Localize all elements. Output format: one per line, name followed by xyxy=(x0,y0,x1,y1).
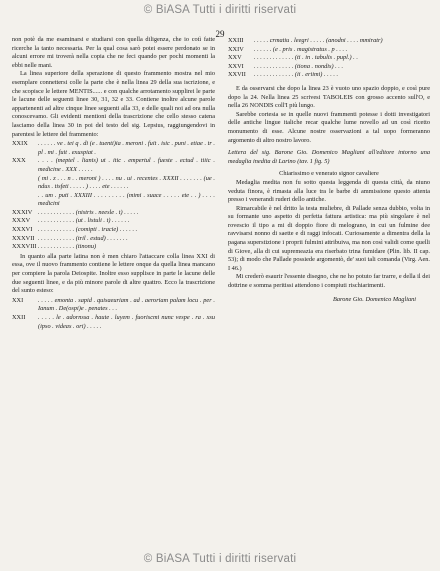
epigraph-line xyxy=(12,297,215,314)
paragraph: Mi crederò esaurir l'essente disegno, che ne ho potuto far trarre, e della il dei dottrine e somma peritissi attendono i compiuti rischiarimenti. xyxy=(228,273,430,290)
line-number xyxy=(12,175,38,192)
epigraph-line xyxy=(228,37,430,46)
right-column xyxy=(228,36,430,304)
line-text: . . . . . . . . . . . . (ut . listuli . t) . . . . . . xyxy=(38,217,130,225)
line-text: . . . . . emonta . sapid . quisaeuriam . ad . aeroriam palam locu . per . Ianum . De(ospi)e . penates . . . xyxy=(38,296,215,313)
line-number: XXII xyxy=(12,314,26,321)
paragraph: E da osservarsi che dopo la linea 23 è vuoto uno spazio doppio, e così pure dopo la 24. Nella linea 25 scrivesi TABOLEIS con grosso accento sull'O, e nella 26 NONDIS coll'I più lungo. xyxy=(228,84,430,110)
line-number: XXIX xyxy=(12,140,28,148)
line-text: . . . . . crmatiu . leegri . . . . . (anodni . . . . mmiratr) xyxy=(254,37,383,44)
signature: Barone Gio. Domenico Magliani xyxy=(332,295,416,303)
salutation: Chiarissimo e venerato signor cavaliere xyxy=(279,170,379,178)
line-number: XXIV xyxy=(228,45,244,53)
line-text: . . . . . le . adornssa . haute . luyem . fuoriscmi nunc vespe . ra . xsu (ipso . videas . ori) . . . . . xyxy=(38,314,215,330)
epigraph-list xyxy=(12,140,215,252)
watermark-bottom: © BiASA Tutti i diritti riservati xyxy=(143,553,297,565)
line-number: XXX xyxy=(12,157,26,165)
paragraph: Rimarcabile è nel dritto la testa muliebre, di Pallade senza dubbio, volta in su formante uno aspetto di perfetta fattura artistica: ma più singolare è nel rovescio il tipo a mi di doppio fiore di melograno, in cui un fulmine dee ravvisarsi nonno di saette e di raggi infocati. Curiosamente a dimentra della la pagana superstizione i proprii fulmini attribuiva, ma non così validi come quelli di Giove, alla di cui supremeazia era riserbato trina fumidare (Plin. lib. II cap. 53); di modo che Pallade possiede argomentò, de' suoi tali comanda (Virg. Aen. I 46.) xyxy=(228,204,430,272)
line-number: XXVII xyxy=(228,71,246,79)
line-number: XXXIV xyxy=(12,208,33,216)
paragraph: Sarebbe cortesia se in quelle nuovi frammenti potesse i dotti investigatori delle antiche lingue italiche recar qualche lume novello ad un così ricetto monumento di esse. Alcune nostre osservazioni a tal uopo formeranno argomento di altro nostro lavoro. xyxy=(228,110,430,144)
paragraph: La linea superiore della sperazione di questo frammento mostra nel mio esemplare connettersi colle la parte che è nella linea 29 della sua iscrizione, e che scopisce le lettere MENTIS...... e con qualche arrotamento supplirei le parte le lacune delle seguenti linee 30, 31, 32 e 33. Contiene inoltre alcune parole appartenenti ad altre cinque linee seguenti alla 33, e delle quali noi ad ora nulla conoscevamo. Gli evidenti mentioni della trascrizione che cello stesso catena lasciamo della linea 30 in poi del testo del sig. Lepsius, raggiungendovi in parentesi le lettere del frammento: xyxy=(12,70,215,138)
line-text: . . . . . . . . . . . . (tril . estud) . . . . . . . xyxy=(38,234,128,242)
paragraph: Medaglia medita non fu sotto questa leggenda di questa città, da niuno veduta finora, è rimasta alla luce tra le barbe di ammissione questo attenta presso i venerandi ruderi dello antiche. xyxy=(228,178,430,204)
line-number: XXXVII xyxy=(12,234,35,242)
epigraph-list-latin xyxy=(12,297,215,331)
epigraph-line xyxy=(12,243,215,252)
epigraph-line xyxy=(12,140,215,157)
line-text: . . . . . . . . . . . . . (ii . eriimi) . . . . . xyxy=(254,71,339,79)
epigraph-line xyxy=(12,226,215,235)
line-text: . . . . . . . . . . . . (nistris . neesle . t) . . . . . xyxy=(38,208,139,216)
line-text: . . . . . . . . . . . . . (tiona . nondis) . . . xyxy=(254,62,344,70)
line-text: ( mi . z . . . n . . meroni ) . . . . nu . ui . recentes . XXXII . . . . . . . (ue . ndus . tisfeti . . . . . ) . . . . ete . . . . . . xyxy=(38,174,215,191)
epigraph-line xyxy=(228,63,430,72)
line-number: XXXVIII xyxy=(12,243,37,251)
line-text: . . . . . . . . . . . . (comipti . iracie) . . . . . . xyxy=(38,226,138,234)
paragraph: non potè da me esaminarsi e studiarsi con quella diligenza, che io cotì fatte ricerche la tanto necessaria. Per la qual cosa sarò potei essere perdonato se in alcuni errore mi troverà nella copia che ne feci quando per pochi momenti la ebbi nelle mani. xyxy=(12,36,215,69)
epigraph-line xyxy=(12,157,215,174)
line-number: XXV xyxy=(228,54,242,62)
line-number: XXVI xyxy=(228,62,244,70)
epigraph-line xyxy=(228,54,430,63)
epigraph-line xyxy=(12,192,215,209)
line-number: XXIII xyxy=(228,37,244,44)
epigraph-line xyxy=(228,71,430,80)
paragraph: In quanto alla parte latina non è men chiaro l'attaccare colla linea XXI di essa, ove il nuovo frammento contiene le lettere onque da quella linea mancano per compiere la parola Deiospite. Inoltre esso supplisce in parte le lacune delle due seguenti linee, e da più minore parole di altre quattro. Ecco la trascrizione del sunto esteso: xyxy=(12,252,215,295)
epigraph-line xyxy=(12,217,215,226)
epigraph-line xyxy=(12,209,215,218)
line-text: . . . . . . (e . pris . magistratus . p . . . . xyxy=(254,45,348,53)
line-text: . . . . . . ve . tei q . di (e . tuenti)ia . meroni . fuit . isic . puni . etiae . tr . pl . mi . fuit . exuspiat . xyxy=(38,140,215,156)
line-number: XXXVI xyxy=(12,226,33,234)
line-number xyxy=(12,192,38,209)
line-text: . . um . puti . XXXIII . . . . . . . . . (mimi . suace . . . . . ete . . ) . . . . medicini xyxy=(38,191,215,208)
letter-title: Lettera del sig. Barone Gio. Domenico Magliani all'editore intorno una medaglia inedita di Larino (tav. 1 fig. 5) xyxy=(228,149,430,165)
watermark-top: © BiASA Tutti i diritti riservati xyxy=(143,4,297,16)
epigraph-line xyxy=(12,235,215,244)
epigraph-line xyxy=(228,46,430,55)
line-number: XXXV xyxy=(12,217,31,225)
left-column xyxy=(12,36,215,332)
epigraph-line xyxy=(12,175,215,192)
page-number: 29 xyxy=(215,29,225,39)
line-text: . . . . (meptel . lianis) ut . itic . empertul . fueste . ectud . tiiic . medicine . XXX . . . . . xyxy=(38,157,215,173)
line-text: . . . . . . . . . . . . . (ti . in . tabulis . pupl.) . . xyxy=(254,54,358,62)
epigraph-list-continued xyxy=(228,37,430,80)
line-text: . . . . . . . . . . . . (tinonu) xyxy=(38,243,97,251)
epigraph-line xyxy=(12,314,215,331)
line-number: XXI xyxy=(12,296,24,304)
